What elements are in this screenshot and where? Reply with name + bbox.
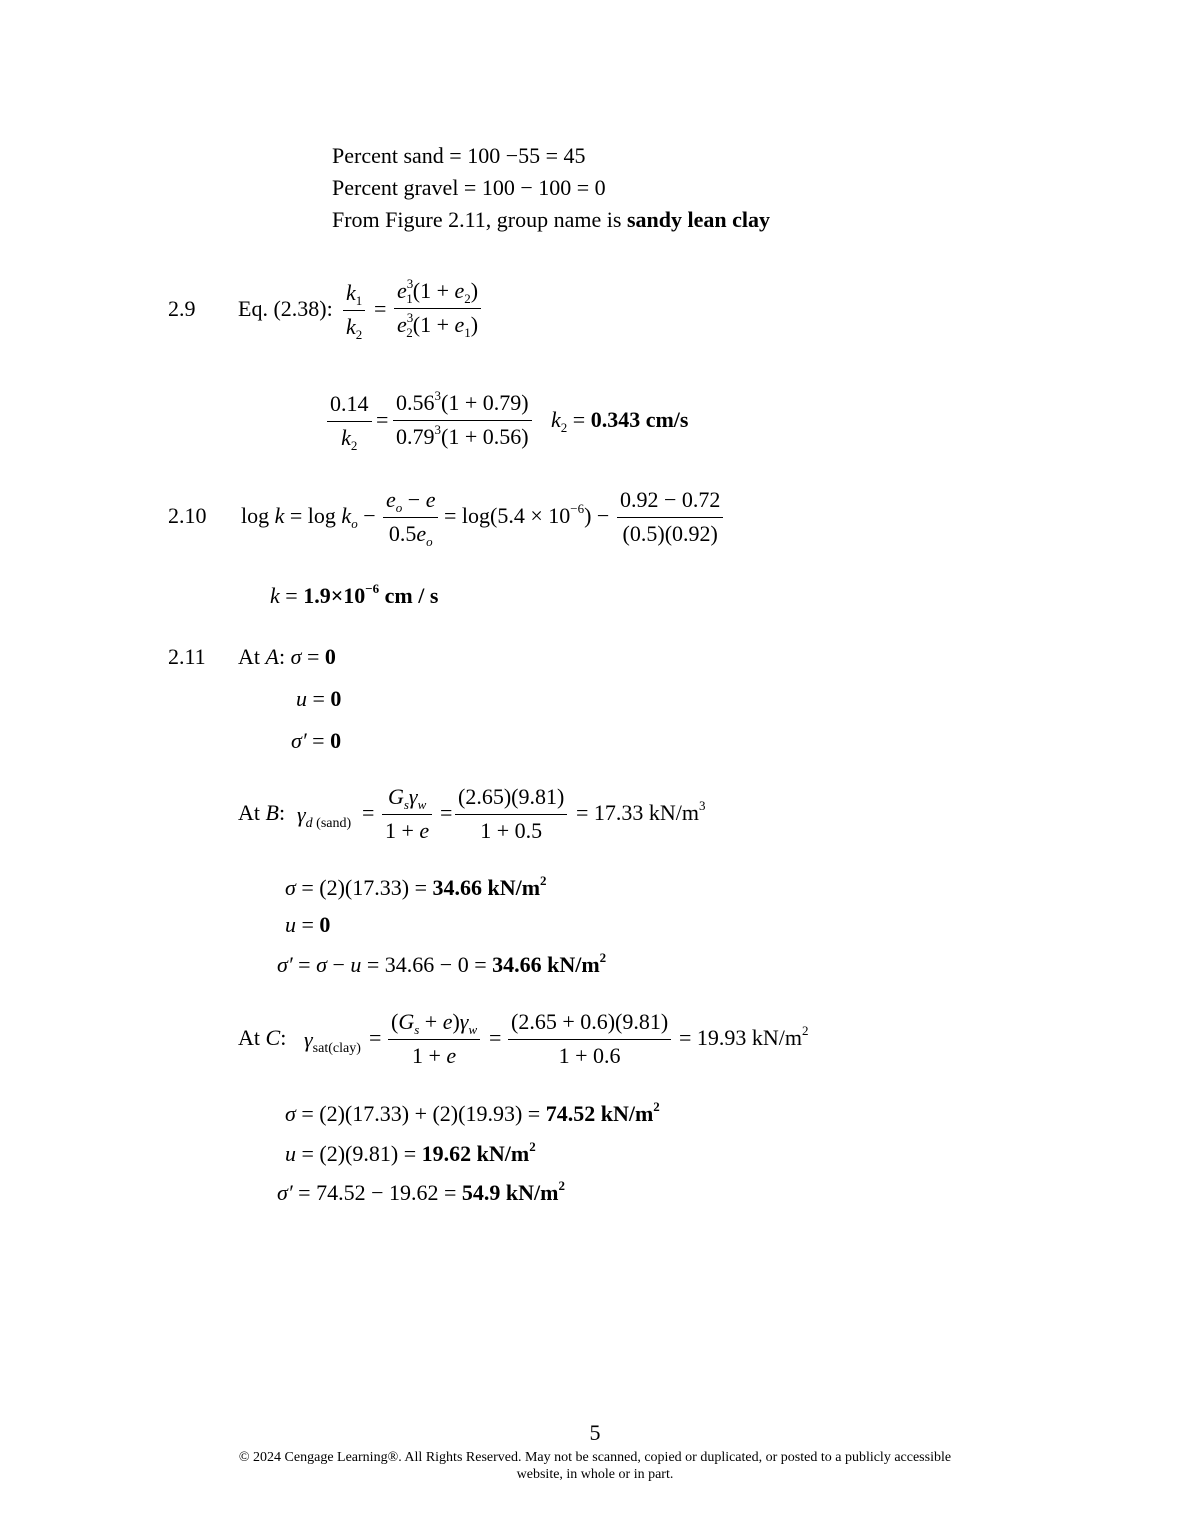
gamma-dry-formula: $G_s\gamma_w$ 1 + e [382, 786, 432, 842]
equation-reference: Eq. (2.38): [238, 296, 333, 321]
log-k-equation: $\log k = \log k_o$ − [241, 503, 376, 531]
numeric-fraction: 0.92 − 0.72 (0.5)(0.92) [617, 489, 723, 545]
k-ratio-fraction: $k_1$ $k_2$ [343, 282, 365, 338]
point-a-effective-stress: σ′ = 0 [291, 728, 342, 753]
point-c-total-stress: σ = (2)(17.33) + (2)(19.93) = 74.52 $kN/m^2$ [285, 1099, 660, 1126]
copyright-line: © 2024 Cengage Learning®. All Rights Reserved. May not be scanned, copied or duplicated, or posted to a publicly accessible [238, 1450, 952, 1465]
group-name-line: From Figure 2.11, group name is sandy lean clay [332, 207, 770, 232]
problem-number: 2.10 [168, 503, 207, 528]
point-c-label: At C: [238, 1025, 287, 1050]
percent-gravel-line: Percent gravel = 100 − 100 = 0 [332, 175, 606, 200]
percent-sand-line: Percent sand = 100 −55 = 45 [332, 143, 586, 168]
point-b-total-stress: σ = (2)(17.33) = 34.66 $kN/m^2$ [285, 873, 547, 900]
group-name: sandy lean clay [626, 207, 770, 232]
problem-number: 2.11 [168, 644, 206, 669]
substitution-right-fraction: $0.56^3(1 + 0.79)$ $0.79^3(1 + 0.56)$ [393, 392, 532, 448]
point-b-pore-pressure: u = 0 [285, 912, 331, 937]
k-result: $k = 1.9\times 10^{-6}$ cm / s [270, 581, 439, 608]
gamma-sat-symbol: $\gamma_{sat(clay)}$ [304, 1027, 361, 1056]
gamma-dry-substitution: (2.65)(9.81) 1 + 0.5 [455, 786, 567, 842]
gamma-sat-result: = 19.93 $kN/m^2$ [679, 1023, 809, 1050]
point-b-effective-stress: σ′ = σ − u = 34.66 − 0 = 34.66 $kN/m^2$ [277, 950, 607, 977]
gamma-sat-formula: $(G_s + e)\gamma_w$ 1 + e [388, 1011, 480, 1067]
gamma-dry-result: = 17.33 $kN/m^3$ [576, 798, 706, 825]
copyright-line-2: website, in whole or in part. [516, 1467, 674, 1482]
point-c-effective-stress: σ′ = 74.52 − 19.62 = 54.9 $kN/m^2$ [277, 1178, 565, 1205]
gamma-sat-substitution: (2.65 + 0.6)(9.81) 1 + 0.6 [508, 1011, 671, 1067]
point-a-pore-pressure: u = 0 [296, 686, 342, 711]
k2-result: $k_2 = 0.343$ cm/s [551, 407, 689, 435]
point-b-label: At B: [238, 800, 286, 825]
void-ratio-fraction: $e^3_1(1 + e_2)$ $e^3_2(1 + e_1)$ [394, 280, 481, 336]
gamma-dry-symbol: $\gamma_{d (sand)}$ [297, 802, 352, 831]
void-ratio-fraction: $e_o - e$ $0.5e_o$ [383, 489, 438, 545]
point-a-sigma: At A: σ = 0 [238, 644, 336, 669]
substitution-left-fraction: 0.14 $k_2$ [327, 393, 372, 449]
page-number: 5 [589, 1420, 601, 1445]
problem-number: 2.9 [168, 296, 196, 321]
point-c-pore-pressure: u = (2)(9.81) = 19.62 $kN/m^2$ [285, 1139, 536, 1166]
